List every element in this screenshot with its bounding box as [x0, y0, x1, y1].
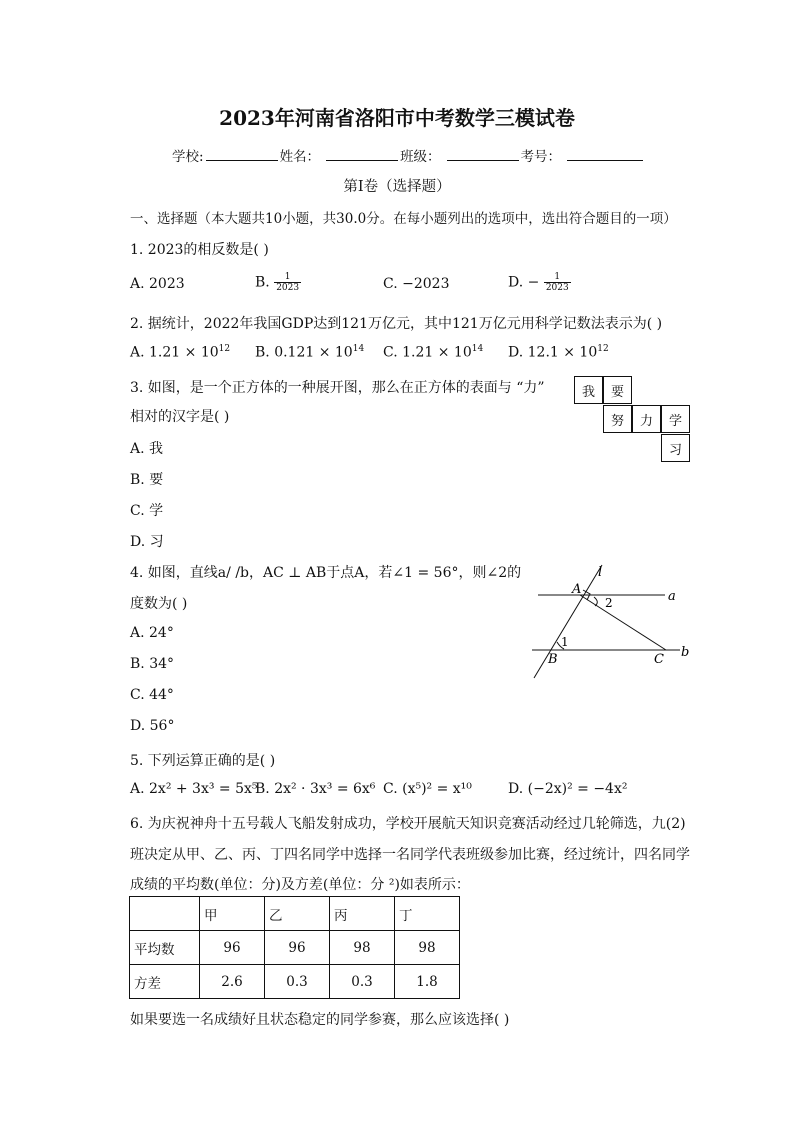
q5-option-c: C. (x⁵)² = x¹⁰ — [383, 781, 472, 797]
label-point-a: A — [572, 582, 582, 597]
q2-d-base: D. 12.1 × 10 — [508, 344, 598, 361]
table-cell: 1.8 — [395, 965, 460, 999]
table-cell: 98 — [330, 931, 395, 965]
label-angle-2: 2 — [605, 596, 613, 610]
page-title: 2023年河南省洛阳市中考数学三模试卷 — [219, 106, 575, 130]
q1-option-d-label: D. − — [508, 274, 540, 291]
table-cell: 98 — [395, 931, 460, 965]
class-label: 班级： — [400, 149, 441, 165]
q2-stem: 2. 据统计，2022年我国GDP达到121万亿元，其中121万亿元用科学记数法表示为( ) — [130, 316, 663, 332]
q1-option-b-fraction — [274, 272, 301, 293]
label-l: l — [598, 565, 603, 580]
q2-option-c — [383, 344, 483, 361]
cube-face-yao: 要 — [603, 376, 632, 404]
line-l — [534, 565, 602, 678]
table-header-cell — [130, 897, 200, 931]
q2-option-b — [255, 344, 364, 361]
name-blank — [326, 148, 398, 161]
q1-stem: 1. 2023的相反数是( ) — [130, 242, 269, 258]
label-a: a — [668, 589, 676, 604]
exam-no-blank — [567, 148, 643, 161]
label-point-c: C — [654, 652, 664, 667]
q3-option-d: D. 习 — [130, 534, 164, 550]
q4-stem-line1: 4. 如图，直线a/ /b，AC ⊥ AB于点A，若∠1 = 56°，则∠2的 — [130, 565, 522, 581]
scores-table — [129, 896, 460, 999]
cube-face-nu: 努 — [603, 405, 632, 433]
cube-face-li: 力 — [632, 405, 661, 433]
table-header-cell: 乙 — [265, 897, 330, 931]
table-cell: 96 — [265, 931, 330, 965]
part-heading: 一、选择题（本大题共10小题，共30.0分。在每小题列出的选项中，选出符合题目的一项） — [130, 211, 677, 227]
q4-option-d: D. 56° — [130, 718, 175, 734]
table-header-cell: 甲 — [200, 897, 265, 931]
table-row — [130, 931, 460, 965]
table-cell: 2.6 — [200, 965, 265, 999]
q1-option-d-fraction — [544, 272, 571, 293]
q1-d-numerator: 1 — [554, 272, 561, 282]
q4-option-c: C. 44° — [130, 687, 174, 703]
q5-option-b: B. 2x² · 3x³ = 6x⁶ — [255, 781, 376, 797]
q2-option-d — [508, 344, 609, 361]
table-header-cell: 丙 — [330, 897, 395, 931]
q3-option-c: C. 学 — [130, 503, 164, 519]
q3-stem-line1: 3. 如图，是一个正方体的一种展开图，那么在正方体的表面与 “力” — [130, 380, 545, 396]
q4-option-a: A. 24° — [130, 625, 174, 641]
q1-option-d — [508, 272, 571, 293]
school-blank — [206, 148, 278, 161]
q3-option-b: B. 要 — [130, 472, 164, 488]
label-angle-1: 1 — [561, 635, 569, 649]
table-row — [130, 965, 460, 999]
exam-no-label: 考号： — [520, 149, 562, 165]
q6-stem-line3: 成绩的平均数(单位：分)及方差(单位：分 ²)如表所示： — [130, 877, 470, 893]
q5-stem: 5. 下列运算正确的是( ) — [130, 753, 276, 769]
table-cell: 0.3 — [330, 965, 395, 999]
q1-b-denominator: 2023 — [276, 283, 300, 293]
table-cell: 96 — [200, 931, 265, 965]
table-header-row — [130, 897, 460, 931]
q2-a-exp: 12 — [218, 344, 231, 354]
label-point-b: B — [548, 652, 558, 667]
q2-c-base: C. 1.21 × 10 — [383, 344, 472, 361]
q2-c-exp: 14 — [471, 344, 484, 354]
label-b: b — [681, 645, 690, 660]
q1-option-b — [255, 272, 301, 293]
q1-option-c: C. −2023 — [383, 276, 450, 292]
cube-face-wo: 我 — [574, 376, 603, 404]
q2-b-base: B. 0.121 × 10 — [255, 344, 353, 361]
section-heading: 第Ⅰ卷（选择题） — [343, 179, 451, 195]
q6-stem-line2: 班决定从甲、乙、丙、丁四名同学中选择一名同学代表班级参加比赛，经过统计，四名同学 — [130, 847, 690, 863]
q3-option-a: A. 我 — [130, 441, 164, 457]
q1-option-a: A. 2023 — [130, 276, 185, 292]
q1-d-denominator: 2023 — [545, 283, 569, 293]
q1-b-numerator: 1 — [284, 272, 291, 282]
class-blank — [447, 148, 519, 161]
q2-a-base: A. 1.21 × 10 — [130, 344, 219, 361]
q5-option-d: D. (−2x)² = −4x² — [508, 781, 628, 797]
q2-option-a — [130, 344, 230, 361]
cube-face-xue: 学 — [661, 405, 690, 433]
school-label: 学校: — [172, 149, 204, 165]
q6-after-table: 如果要选一名成绩好且状态稳定的同学参赛，那么应该选择( ) — [130, 1012, 510, 1028]
q4-option-b: B. 34° — [130, 656, 175, 672]
q5-option-a: A. 2x² + 3x³ = 5x⁵ — [130, 781, 258, 797]
name-label: 姓名： — [279, 149, 321, 165]
q6-stem-line1: 6. 为庆祝神舟十五号载人飞船发射成功，学校开展航天知识竞赛活动经过几轮筛选，九(2) — [130, 816, 686, 832]
q1-option-b-label: B. — [255, 274, 270, 291]
table-cell: 方差 — [130, 965, 200, 999]
q3-stem-line2: 相对的汉字是( ) — [130, 409, 230, 425]
q2-d-exp: 12 — [597, 344, 609, 354]
student-info-row — [172, 145, 645, 165]
table-cell: 平均数 — [130, 931, 200, 965]
table-header-cell: 丁 — [395, 897, 460, 931]
q2-b-exp: 14 — [352, 344, 365, 354]
q4-stem-line2: 度数为( ) — [130, 596, 188, 612]
table-cell: 0.3 — [265, 965, 330, 999]
parallel-lines-figure — [520, 560, 700, 685]
cube-face-xi: 习 — [661, 434, 690, 462]
segment-ac — [580, 595, 666, 650]
